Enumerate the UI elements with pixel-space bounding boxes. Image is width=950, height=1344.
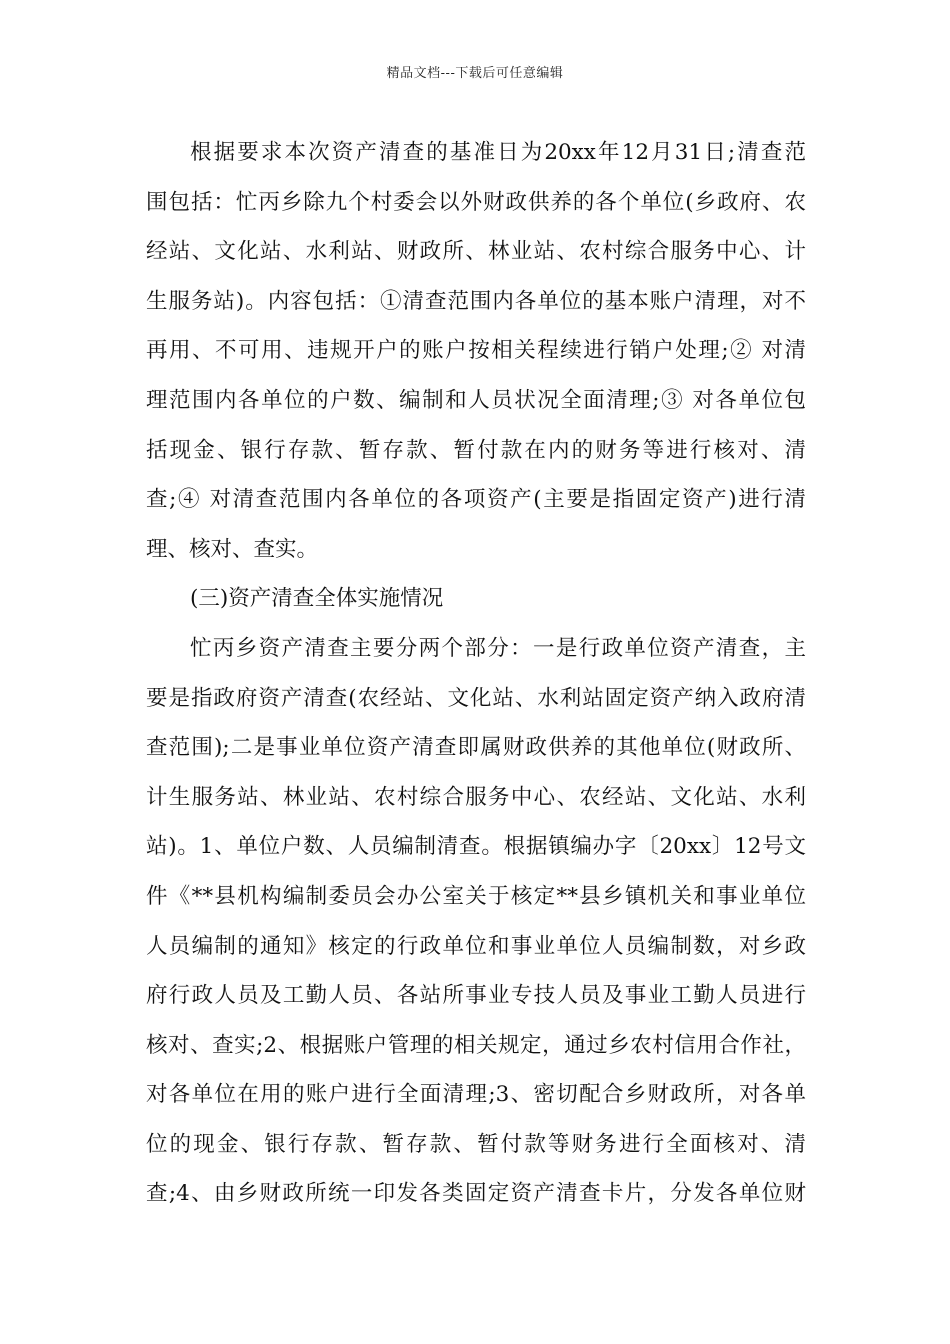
text-line: 人员编制的通知》核定的行政单位和事业单位人员编制数，对乡政 [146,933,806,959]
text-line: 理范围内各单位的户数、编制和人员状况全面清理;③ 对各单位包 [146,387,806,413]
text-line: 根据要求本次资产清查的基准日为20xx年12月31日;清查范 [190,140,806,165]
text-line: 府行政人员及工勤人员、各站所事业专技人员及事业工勤人员进行 [146,983,806,1009]
text-line: 查;④ 对清查范围内各单位的各项资产(主要是指固定资产)进行清 [146,487,806,513]
document-body [146,128,806,1219]
text-line: 围包括：忙丙乡除九个村委会以外财政供养的各个单位(乡政府、农 [146,189,806,215]
text-line: 计生服务站、林业站、农村综合服务中心、农经站、文化站、水利 [146,784,806,810]
text-line: 再用、不可用、违规开户的账户按相关程续进行销户处理;② 对清 [146,338,806,364]
text-line: 生服务站)。内容包括：①清查范围内各单位的基本账户清理，对不 [146,288,806,314]
text-line: 括现金、银行存款、暂存款、暂付款在内的财务等进行核对、清 [146,437,806,463]
text-line: 理、核对、查实。 [146,536,319,562]
text-line: 对各单位在用的账户进行全面清理;3、密切配合乡财政所，对各单 [146,1082,806,1108]
text-line: 件《**县机构编制委员会办公室关于核定**县乡镇机关和事业单位 [146,883,806,909]
text-line: 要是指政府资产清查(农经站、文化站、水利站固定资产纳入政府清 [146,685,806,711]
text-line: 位的现金、银行存款、暂存款、暂付款等财务进行全面核对、清 [146,1131,806,1157]
text-line: 站)。1、单位户数、人员编制清查。根据镇编办字〔20xx〕12号文 [146,834,806,860]
page-header: 精品文档---下载后可任意编辑 [386,66,564,81]
section-heading: (三)资产清查全体实施情况 [190,586,444,612]
text-line: 查范围);二是事业单位资产清查即属财政供养的其他单位(财政所、 [146,735,806,761]
text-line: 核对、查实;2、根据账户管理的相关规定，通过乡农村信用合作社， [146,1032,806,1058]
text-line: 经站、文化站、水利站、财政所、林业站、农村综合服务中心、计 [146,239,806,265]
text-line: 忙丙乡资产清查主要分两个部分：一是行政单位资产清查，主 [190,635,806,661]
text-line: 查;4、由乡财政所统一印发各类固定资产清查卡片，分发各单位财 [146,1181,806,1207]
